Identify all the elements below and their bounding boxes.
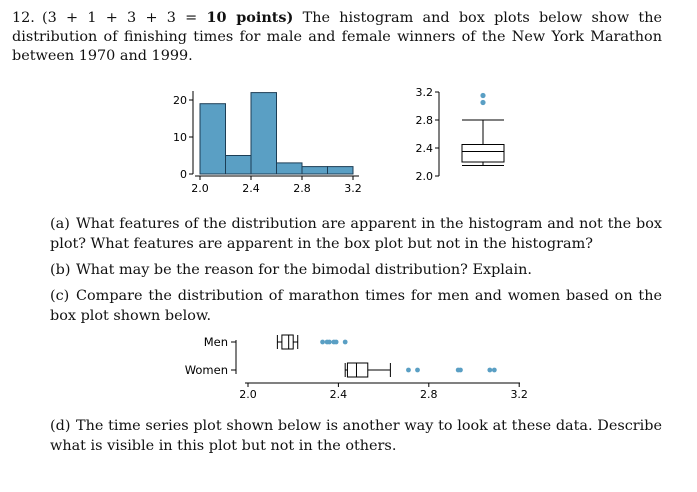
histogram-bars [200,93,353,174]
histogram-x-tick-label: 3.2 [344,182,362,195]
boxplot-y-tick-label: 2.0 [415,170,433,183]
histogram-x-tick-label: 2.8 [293,182,311,195]
comparison-outlier [406,368,411,373]
question-header [12,8,662,66]
histogram-x-ticks [191,176,362,195]
points-open: (3 + 1 + 3 + 3 = [42,10,207,26]
part-c [50,286,662,326]
comparison-x-tick-label: 3.2 [510,388,528,401]
histogram-y-tick-label: 10 [173,131,187,144]
comparison-box [282,335,293,349]
boxplot-y-ticks [416,86,440,183]
histogram-bar [302,167,328,174]
question-number: 12. [12,10,35,26]
comparison-outlier [327,340,332,345]
question-stem: The histogram and box plots below show the distribution of finishing times for male and female winners of the New York Marathon between 1970 and 1999. [12,10,662,64]
comparison-boxes [277,335,496,377]
comparison-outlier [492,368,497,373]
part-a-text: What features of the distribution are apparent in the histogram and not the box plot? What features are apparent in the box plot but not in the histogram? [50,216,662,252]
part-b-label: (b) [50,262,71,278]
part-d-label: (d) [50,418,71,434]
boxplot-outlier [480,93,485,98]
boxplot-y-tick-label: 3.2 [415,86,433,99]
comparison-x-ticks [239,383,528,401]
histogram-bar [226,156,252,175]
comparison-outlier [343,340,348,345]
comparison-x-tick-label: 2.0 [239,388,257,401]
comparison-outlier [320,340,325,345]
part-a [50,214,662,254]
comparison-category-label: Men [203,335,228,349]
part-c-label: (c) [50,288,70,304]
histogram-y-tick-label: 0 [180,168,187,181]
comparison-outlier [415,368,420,373]
comparison-category-labels [185,335,236,377]
comparison-category-label: Women [184,363,228,377]
comparison-outlier [458,368,463,373]
comparison-outlier [334,340,339,345]
histogram-y-ticks [173,94,193,181]
histogram-bar [328,167,354,174]
part-d-text: The time series plot shown below is another way to look at these data. Describe what is visible in this plot but not in the others. [50,418,662,454]
histogram-bar [277,163,303,174]
boxplot-box [462,145,504,163]
boxplot-y-tick-label: 2.8 [415,114,433,127]
histogram-y-tick-label: 20 [173,94,187,107]
histogram-bar [200,104,226,174]
boxplot-shape [462,93,504,166]
histogram-x-tick-label: 2.0 [191,182,209,195]
part-d [50,416,662,456]
boxplot-outlier [480,100,485,105]
histogram [160,80,380,198]
part-c-text: Compare the distribution of marathon times for men and women based on the box plot shown below. [50,288,662,324]
part-b-text: What may be the reason for the bimodal distribution? Explain. [76,262,532,278]
histogram-x-tick-label: 2.4 [242,182,260,195]
part-b [50,260,662,280]
points-total: 10 points) [206,9,294,26]
part-a-label: (a) [50,216,70,232]
comparison-box [347,363,367,377]
comparison-x-tick-label: 2.8 [420,388,438,401]
boxplot-y-tick-label: 2.4 [415,142,433,155]
comparison-x-tick-label: 2.4 [329,388,348,401]
histogram-bar [251,93,277,174]
comparison-boxplot [170,328,550,403]
comparison-outlier [487,368,492,373]
vertical-boxplot [395,80,525,190]
